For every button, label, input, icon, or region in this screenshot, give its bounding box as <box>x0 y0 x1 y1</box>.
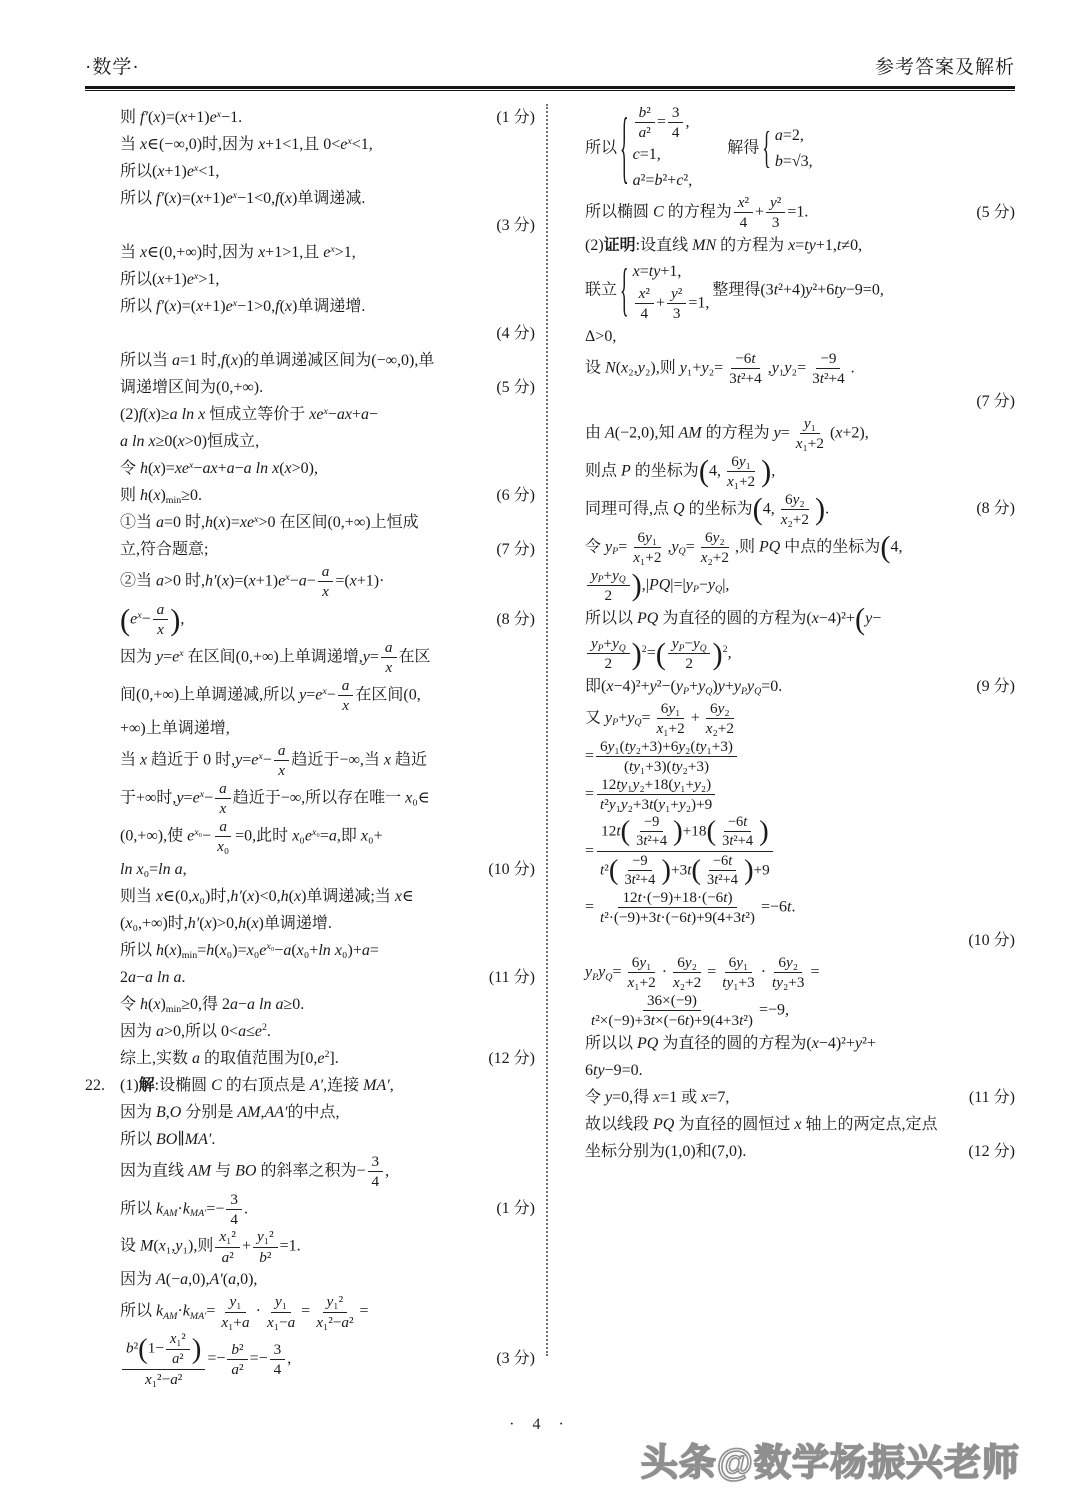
text-line <box>585 635 1015 673</box>
text-line <box>120 964 535 991</box>
score-badge: (5 分) <box>496 379 535 396</box>
score-badge: (7 分) <box>496 541 535 558</box>
text-line <box>120 1045 535 1072</box>
text-line <box>120 1126 535 1153</box>
score-badge: (1 分) <box>496 1200 535 1218</box>
text-line <box>120 509 535 536</box>
column-left <box>85 104 535 1388</box>
text-line <box>120 818 535 856</box>
text-line <box>585 350 1015 388</box>
line-content: 即(x−4)²+y²−(yP+yQ)y+yPyQ=0. <box>585 677 783 697</box>
text-line <box>120 1153 535 1191</box>
line-content: 所以椭圆 C 的方程为 $\frac{\text{x²}}{4}$ + $\frac{\text{y²}}{3}$ =1. <box>585 193 809 232</box>
answer-key-title: 参考答案及解析 <box>874 57 1015 78</box>
line-content: 所以当 a=1 时,f(x)的单调递减区间为(−∞,0),单 <box>120 352 435 369</box>
text-line <box>585 529 1015 567</box>
line-content: 设 N(x₂,y₂),则 y₁+y₂= $\frac{-6t}{\text{3t²+4}}$ ,y₁y₂= $\frac{-9}{\text{3t²+4}}$ . <box>585 349 855 388</box>
score-badge: (5 分) <box>976 203 1015 221</box>
subject-title: ·数学· <box>85 57 140 78</box>
column-right <box>585 104 1015 1165</box>
score-badge: (3 分) <box>496 217 535 234</box>
line-content: = $\frac{\text{12ty₁y₂+18(y₁+y₂)}}{\text{t²y₁y₂+3t(y₁+y₂)+9}}$ <box>585 776 718 814</box>
score-badge: (9 分) <box>976 677 1015 695</box>
text-line <box>120 780 535 818</box>
text-line <box>120 677 535 715</box>
score-badge: (11 分) <box>488 968 535 986</box>
score-badge: (7 分) <box>976 392 1015 410</box>
line-content: yPyQ= $\frac{\text{6y₁}}{\text{x₁+2}}$ · $\frac{\text{6y₂}}{\text{x₂+2}}$ = $\frac{\text{6y₁}}{\text{ty₁+3}}$ · $\frac{\text{6y₂}}{\text{ty₂+3}}$ = <box>585 953 820 992</box>
line-content: 因为 $y=e^x$ 在区间(0,+∞)上单调递增,y= $\frac{a}{x}$ 在区 <box>120 638 431 677</box>
text-line <box>120 715 535 742</box>
line-content: 同理可得,点 Q 的坐标为(4, $\frac{\text{6y₂}}{\text{x₂+2}}$ ). <box>585 490 830 529</box>
text-line <box>585 992 1015 1030</box>
line-content: 由 A(−2,0),知 AM 的方程为 y= $\frac{\text{y₁}}{\text{x₁+2}}$ (x+2), <box>585 414 869 453</box>
line-content: 所以 kAM·kMA′= $\frac{\text{y₁}}{\text{x₁+a}}$ · $\frac{\text{y₁}}{\text{x₁−a}}$ = $\frac{\text{y₁²}}{\text{x₁²−a²}}$ = <box>120 1293 369 1331</box>
line-content: 当 x 趋近于 0 时$,y=e^x-$ $\frac{a}{x}$ 趋近于−∞,当 x 趋近 <box>120 741 427 780</box>
text-line <box>585 388 1015 415</box>
text-line <box>120 563 535 601</box>
text-line <box>120 910 535 937</box>
line-content: 故以线段 PQ 为直径的圆恒过 x 轴上的两定点,定点 <box>585 1115 938 1133</box>
line-content: 因为 a>0,所以 $0<a\le e^2$. <box>120 1022 271 1040</box>
text-line <box>585 889 1015 927</box>
text-line <box>120 1331 535 1388</box>
text-line <box>585 567 1015 605</box>
line-content: 调递增区间为(0,+∞). <box>120 379 264 396</box>
line-content: (2)证明:设直线 MN 的方程为 x=ty+1,t≠0, <box>585 236 863 254</box>
line-content: = $\frac{\text{6y₁(ty₂+3)+6y₂(ty₁+3)}}{\text{(ty₁+3)(ty₂+3)}}$ <box>585 738 739 776</box>
line-content: 所以 kAM·kMA′=− $\frac{3}{4}$ . <box>120 1190 248 1228</box>
line-content: 2a−a ln a. <box>120 968 186 986</box>
line-content: 所以 $f'(x)=(x+1)e^x-1<0,f(x)$单调递减. <box>120 189 366 207</box>
line-content: 间(0,+∞)上单调递减,所以 $y=e^x-$ $\frac{a}{x}$ 在区间(0, <box>120 676 421 715</box>
text-line <box>585 700 1015 738</box>
text-line <box>585 491 1015 529</box>
score-badge: (4 分) <box>496 325 535 342</box>
line-content: +∞)上单调递增, <box>120 719 230 737</box>
line-content: 6ty−9=0. <box>585 1061 643 1079</box>
text-line <box>120 856 535 883</box>
text-line <box>120 1266 535 1293</box>
text-line <box>120 482 535 509</box>
line-content: a ln x≥0(x>0)恒成立, <box>120 433 260 450</box>
text-line <box>120 639 535 677</box>
text-line <box>120 131 535 158</box>
text-line <box>120 428 535 455</box>
text-line <box>120 937 535 964</box>
line-content: (1)解:设椭圆 C 的右顶点是 A′,连接 MA′, <box>120 1076 394 1094</box>
text-line <box>120 212 535 239</box>
header-rule <box>85 86 1015 91</box>
text-line <box>585 104 1015 194</box>
line-content: ①当 a=0 时$,h(x)=xe^x>0$ 在区间(0,+∞)上恒成 <box>120 513 419 531</box>
line-content: 则 $f'(x)=(x+1)e^x-1$. <box>120 108 243 126</box>
text-line <box>120 1018 535 1045</box>
score-badge: (8 分) <box>496 610 535 628</box>
text-line <box>585 1138 1015 1165</box>
text-line <box>120 374 535 401</box>
text-line <box>120 883 535 910</box>
text-line <box>585 814 1015 889</box>
line-content: 令 $h(x)=xe^x-ax+a-a$ ln x(x>0), <box>120 459 318 477</box>
line-content: 所以$(x+1)e^x<1$, <box>120 162 220 180</box>
line-content: 当 x∈(−∞,0)时,因为 x+1<1,且 $0<e^x<1$, <box>120 135 373 153</box>
text-line <box>120 536 535 563</box>
text-line <box>585 232 1015 259</box>
text-line <box>585 954 1015 992</box>
text-line <box>120 158 535 185</box>
line-content: 所以 { $\frac{\text{b²}}{\text{a²}}$ = $\frac{3}{4}$ , c=1, a²=b²+c², 解得 { a=2, b=√3, <box>585 102 813 192</box>
line-content: (0,+∞),使 $e^{x_0}-$ $\frac{a}{\text{x₀}}$ =0,此时 $x_0e^{x_0}=a$,即 x₀+ <box>120 817 383 856</box>
text-line <box>120 991 535 1018</box>
text-line <box>585 602 1015 637</box>
text-line <box>120 401 535 428</box>
text-line <box>85 1072 535 1099</box>
watermark: 头条@数学杨振兴老师 <box>640 1442 1020 1483</box>
line-content: 所以 $h(x)\min=h(x_0)=x_0e^{x_0}-a(x_0+\ln$ x₀)+a= <box>120 941 379 961</box>
text-line <box>120 293 535 320</box>
text-line <box>585 194 1015 232</box>
score-badge: (1 分) <box>496 109 535 126</box>
line-content: 因为 B,O 分别是 AM,AA′的中点, <box>120 1103 340 1121</box>
item-number: 22. <box>85 1076 105 1094</box>
text-line <box>585 1030 1015 1057</box>
text-line <box>585 927 1015 954</box>
line-content: 立,符合题意; <box>120 541 209 558</box>
line-content: 设 M(x₁,y₁),则 $\frac{\text{x₁²}}{\text{a²}}$ + $\frac{\text{y₁²}}{\text{b²}}$ =1. <box>120 1228 301 1266</box>
page-number: · 4 · <box>509 1416 571 1433</box>
text-line <box>120 239 535 266</box>
line-content: $\frac{yP+yQ}{2}$ ),|PQ|=|yP−yQ|, <box>585 567 729 605</box>
score-badge: (8 分) <box>976 500 1015 518</box>
score-badge: (10 分) <box>488 860 535 878</box>
text-line <box>585 323 1015 350</box>
text-line <box>585 738 1015 776</box>
score-badge: (12 分) <box>488 1049 535 1067</box>
line-content: b²(1− $\frac{\text{x₁²}}{\text{a²}}$ ) x₁²−a² =− $\frac{\text{b²}}{\text{a²}}$ =− $\frac{3}{4}$ , <box>120 1331 291 1388</box>
score-badge: (11 分) <box>968 1088 1015 1106</box>
line-content: 联立 { x=ty+1, $\frac{\text{x²}}{4}$ + $\frac{\text{y²}}{3}$ =1, 整理得(3t²+4)y²+6ty−9=0, <box>585 256 884 323</box>
line-content: 则 h(x)min≥0. <box>120 487 202 506</box>
text-line <box>120 185 535 212</box>
text-line <box>585 1084 1015 1111</box>
column-divider <box>546 104 548 1356</box>
text-line <box>120 1293 535 1331</box>
line-content: $\frac{36\times(-9)}{\text{t²×(−9)+3t×(−6t)+9(4+3t²)}}$ =−9, <box>591 991 789 1030</box>
line-content: 所以以 PQ 为直径的圆的方程为(x−4)²+y²+ <box>585 1034 876 1052</box>
line-content: 所以 BO∥MA′. <box>120 1130 216 1148</box>
line-content: 当 x∈(0,+∞)时,因为 x+1>1,且 $e^x>1$, <box>120 243 356 261</box>
line-content: 又 yP+yQ= $\frac{\text{6y₁}}{\text{x₁+2}}$ + $\frac{\text{6y₂}}{\text{x₂+2}}$ <box>585 699 734 738</box>
line-content: 因为直线 AM 与 BO 的斜率之积为− $\frac{3}{4}$ , <box>120 1152 390 1191</box>
text-line <box>585 453 1015 491</box>
line-content: 则当 x∈(0,x₀)时,h′(x)<0,h(x)单调递减;当 x∈ <box>120 887 414 905</box>
line-content: 因为 A(−a,0),A′(a,0), <box>120 1271 258 1289</box>
line-content: (x₀,+∞)时,h′(x)>0,h(x)单调递增. <box>120 914 332 932</box>
line-content: 所以 $f'(x)=(x+1)e^x-1>0,f(x)$单调递增. <box>120 297 366 315</box>
text-line <box>585 415 1015 453</box>
line-content: ($e^x-$ $\frac{a}{x}$ ), <box>120 600 185 639</box>
text-line <box>585 1057 1015 1084</box>
text-line <box>120 742 535 780</box>
score-badge: (3 分) <box>496 1350 535 1368</box>
text-line <box>585 673 1015 700</box>
text-line <box>585 256 1015 323</box>
line-content: 令 y=0,得 x=1 或 x=7, <box>585 1088 730 1106</box>
line-content: = $\frac{12t\cdot(-9)+18\cdot(-6t)}{\text{t²·(−9)+3t·(−6t)+9(4+3t²)}}$ =−6t. <box>585 888 796 927</box>
text-line <box>120 455 535 482</box>
line-content: (2)f(x)≥a ln x 恒成立等价于 $xe^x-ax+a-$ <box>120 405 379 423</box>
text-line <box>120 1228 535 1266</box>
line-content: = 12t( $\frac{-9}{\text{3t²+4}}$ )+18( $\frac{-6t}{\text{3t²+4}}$ ) t²( $\frac{-9}{\text{3t²+4}}$ )+3t( $\frac{-6t}{\text{3t²+4}}$ )+9 <box>585 814 776 889</box>
line-content: Δ>0, <box>585 327 617 345</box>
line-content: 令 yP= $\frac{\text{6y₁}}{\text{x₁+2}}$ ,yQ= $\frac{\text{6y₂}}{\text{x₂+2}}$ ,则 PQ 中点的坐标为(4, <box>585 528 903 567</box>
text-line <box>120 347 535 374</box>
line-content: 所以以 PQ 为直径的圆的方程为(x−4)²+(y− <box>585 602 882 637</box>
text-line <box>585 776 1015 814</box>
line-content: 综上,实数 a 的取值范围为$[0,e^2]$. <box>120 1049 339 1067</box>
text-line <box>585 1111 1015 1138</box>
content-columns <box>85 104 1015 1388</box>
line-content: 于+∞时$,y=e^x-$ $\frac{a}{x}$ 趋近于−∞,所以存在唯一 x₀∈ <box>120 779 430 818</box>
score-badge: (10 分) <box>968 931 1015 949</box>
line-content: ln x₀=ln a, <box>120 860 187 878</box>
line-content: 令 h(x)min≥0,得 2a−a ln a≥0. <box>120 995 305 1015</box>
text-line <box>120 320 535 347</box>
score-badge: (6 分) <box>496 487 535 504</box>
text-line <box>120 104 535 131</box>
text-line <box>120 266 535 293</box>
text-line <box>120 601 535 639</box>
line-content: 坐标分别为(1,0)和(7,0). <box>585 1142 747 1160</box>
line-content: 则点 P 的坐标为(4, $\frac{\text{6y₁}}{\text{x₁+2}}$ ), <box>585 452 776 491</box>
line-content: 所以$(x+1)e^x>1$, <box>120 270 220 288</box>
line-content: ②当 a>0 时$,h'(x)=(x+1)e^x-a-$ $\frac{a}{x}$ =(x+1)· <box>120 563 385 601</box>
line-content: $\frac{yP+yQ}{2}$ )$^2$=( $\frac{yP-yQ}{2}$ )$^2$, <box>585 635 732 673</box>
text-line <box>120 1099 535 1126</box>
page-header <box>85 52 1015 79</box>
score-badge: (12 分) <box>968 1142 1015 1160</box>
text-line <box>120 1191 535 1229</box>
